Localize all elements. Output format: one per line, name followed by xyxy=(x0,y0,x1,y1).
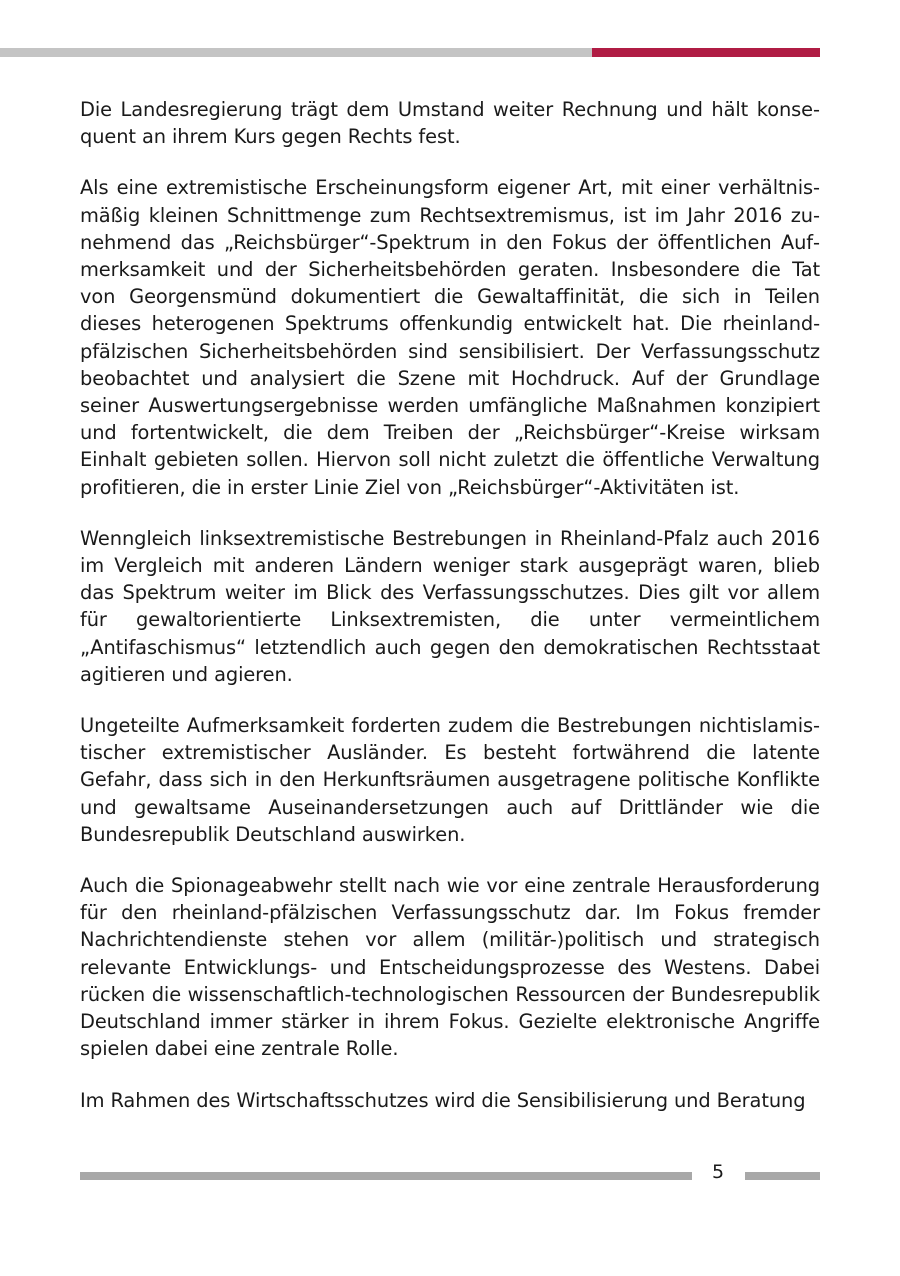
paragraph-wirtschaftsschutz: Im Rahmen des Wirtschaftsschutzes wird die Sensibilisierung und Beratung xyxy=(80,1088,806,1112)
page-number: 5 xyxy=(711,1161,725,1183)
paragraph-kurs-gegen-rechts: Die Landesregierung trägt dem Umstand weiter Rechnung und hält konsequent an ihrem Kurs gegen Rechts fest. xyxy=(80,98,820,149)
paragraph-linksextremismus: Wenngleich linksextremistische Bestrebungen in Rheinland-Pfalz auch 2016 im Vergleich mit anderen Ländern weniger stark ausgeprägt waren, blieb das Spektrum weiter im Blick des Verfassungsschutzes. Dies gilt vor allem für gewaltorientierte Linksextremisten, die unter vermeintlichem „Antifaschismus“ letztendlich auch gegen den demokratischen Rechtsstaat agitieren und agieren. xyxy=(80,526,820,686)
footer-rule-left xyxy=(80,1172,692,1180)
footer-rule-right xyxy=(745,1172,820,1180)
paragraph-auslaenderextremismus: Ungeteilte Aufmerksamkeit forderten zudem die Bestrebungen nichtislamistischer extremistischer Ausländer. Es besteht fortwährend die latente Gefahr, dass sich in den Herkunftsräumen ausgetragene politische Konflikte und gewaltsame Auseinandersetzungen auch auf Drittländer wie die Bundesrepublik Deutschland auswirken. xyxy=(80,714,820,846)
paragraph-spionageabwehr: Auch die Spionageabwehr stellt nach wie vor eine zentrale Herausforderung für den rheinland-pfälzischen Verfassungsschutz dar. Im Fokus fremder Nachrichtendienste stehen vor allem (militär-)politisch und strategisch relevante Entwicklungs- und Entscheidungsprozesse des Westens. Dabei rücken die wissenschaftlich-technologischen Ressourcen der Bundesrepublik Deutschland immer stärker in ihrem Fokus. Gezielte elektronische Angriffe spielen dabei eine zentrale Rolle. xyxy=(80,874,820,1061)
body-text xyxy=(80,96,820,1138)
header-rule-gray xyxy=(0,48,592,57)
header-rule-accent xyxy=(592,48,820,57)
paragraph-reichsbuerger: Als eine extremistische Erscheinungsform eigener Art, mit einer verhältnismäßig kleinen Schnittmenge zum Rechtsextremismus, ist im Jahr 2016 zunehmend das „Reichsbürger“-Spektrum in den Fokus der öffentlichen Aufmerksamkeit und der Sicherheitsbehörden geraten. Insbesondere die Tat von Georgensmünd dokumentiert die Gewaltaffinität, die sich in Teilen dieses heterogenen Spektrums offenkundig entwickelt hat. Die rheinland-pfälzischen Sicherheitsbehörden sind sensibilisiert. Der Verfassungsschutz beobachtet und analysiert die Szene mit Hochdruck. Auf der Grundlage seiner Auswertungsergebnisse werden umfängliche Maßnahmen konzipiert und fortentwickelt, die dem Treiben der „Reichsbürger“-Kreise wirksam Einhalt gebieten sollen. Hiervon soll nicht zuletzt die öffentliche Verwaltung profitieren, die in erster Linie Ziel von „Reichsbürger“-Aktivitäten ist. xyxy=(80,176,820,499)
